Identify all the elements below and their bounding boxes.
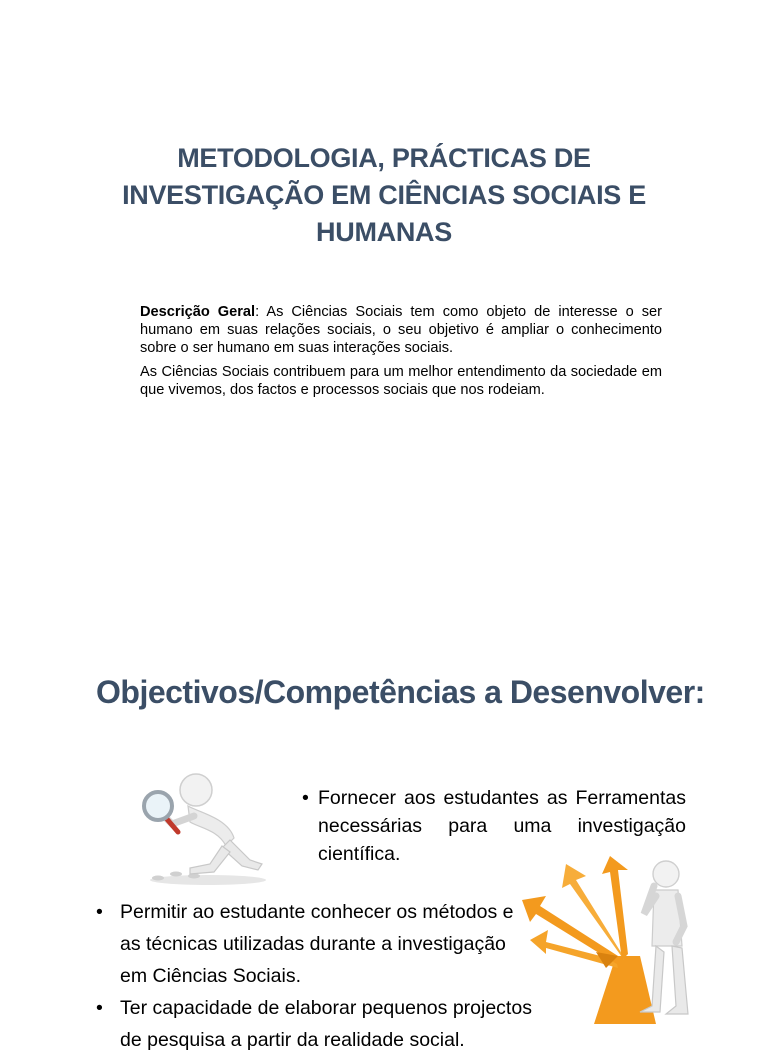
bullet-icon: • [302, 787, 309, 809]
description-text: : As Ciências Sociais tem como objeto de interesse o ser humano em suas relações sociais, o seu objetivo é ampliar o conhecimento sobre o ser humano em suas interações sociais. [140, 304, 662, 356]
crossroads-arrows-person-icon [506, 856, 716, 1024]
objective-text-1: Fornecer aos estudantes as Ferramentas necessárias para uma investigação científica. [318, 787, 686, 865]
bullet-icon: • [96, 901, 103, 923]
magnifier-person-icon [138, 768, 272, 886]
description [140, 303, 662, 405]
objective-text-2: Permitir ao estudante conhecer os métodos e as técnicas utilizadas durante a investigação em Ciências Sociais. [120, 901, 514, 987]
description-label: Descrição Geral [140, 304, 256, 320]
objective-text-3: Ter capacidade de elaborar pequenos projectos de pesquisa a partir da realidade social. [120, 997, 532, 1051]
objective-item-2 [92, 896, 538, 992]
objective-item-3 [92, 992, 538, 1056]
description-paragraph-1 [140, 303, 662, 357]
objectives-heading: Objectivos/Competências a Desenvolver: [96, 674, 705, 710]
description-paragraph-2: As Ciências Sociais contribuem para um melhor entendimento da sociedade em que vivemos, dos factos e processos sociais que nos rodeiam. [140, 364, 662, 398]
objectives-list [92, 896, 538, 1056]
page-title: METODOLOGIA, PRÁCTICAS DE INVESTIGAÇÃO EM CIÊNCIAS SOCIAIS E HUMANAS [122, 143, 646, 247]
bullet-icon: • [96, 997, 103, 1019]
